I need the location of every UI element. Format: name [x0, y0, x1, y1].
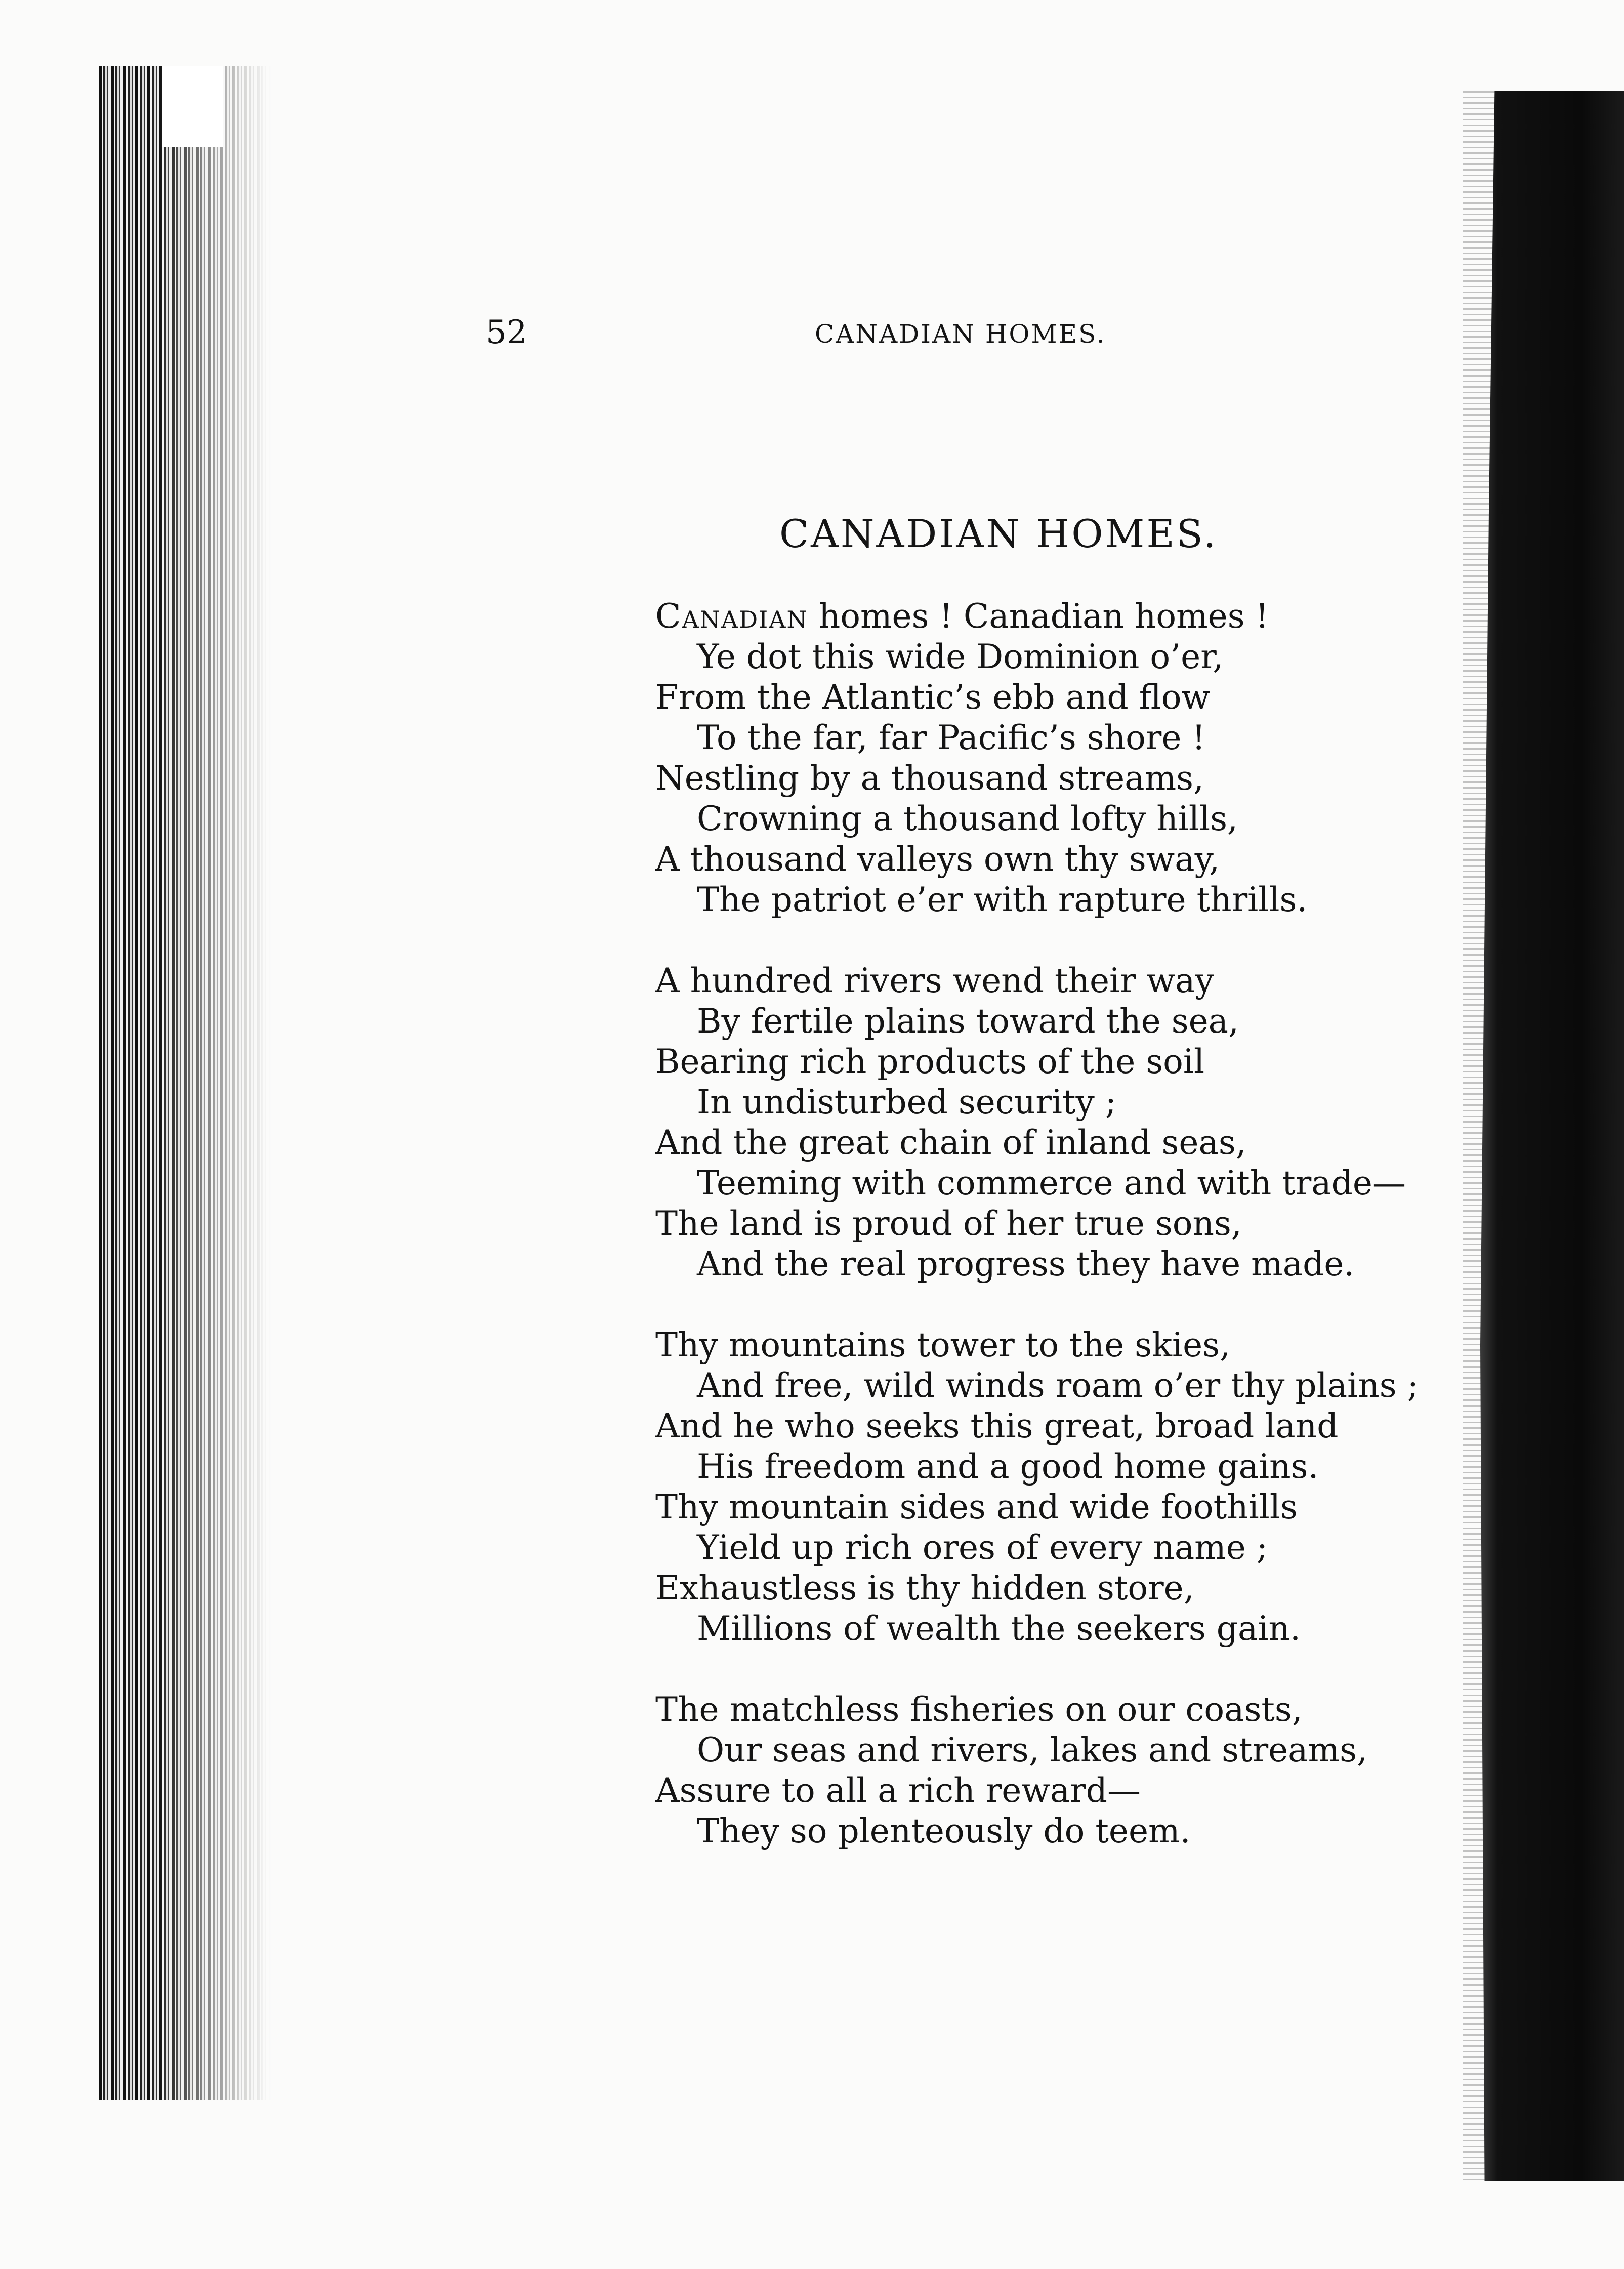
poem-line	[655, 718, 1465, 758]
poem-line	[655, 880, 1465, 920]
poem-title: CANADIAN HOMES.	[779, 511, 1218, 556]
poem-line	[655, 1730, 1465, 1770]
poem-line	[655, 1608, 1465, 1649]
poem-line	[655, 1568, 1465, 1608]
stanza	[655, 596, 1465, 920]
poem-line	[655, 677, 1465, 718]
poem-line-text: His freedom and a good home gains.	[697, 1447, 1319, 1486]
poem-line-text: From the Atlantic’s ebb and flow	[655, 678, 1210, 717]
poem-line	[655, 799, 1465, 839]
poem-line	[655, 1325, 1465, 1366]
poem-line-text: Bearing rich products of the soil	[655, 1042, 1205, 1081]
poem-line-text: Ye dot this wide Dominion o’er,	[697, 637, 1224, 676]
poem-line-text: Millions of wealth the seekers gain.	[697, 1609, 1301, 1648]
poem-line-text: Exhaustless is thy hidden store,	[655, 1569, 1194, 1607]
poem-line-text: To the far, far Pacific’s shore !	[697, 718, 1205, 757]
poem-line-text: By fertile plains toward the sea,	[697, 1002, 1239, 1041]
poem-line-text: A hundred rivers wend their way	[655, 961, 1214, 1000]
poem-line	[655, 1123, 1465, 1163]
scan-artifact-right	[1480, 91, 1624, 2181]
poem-line-text: Crowning a thousand lofty hills,	[697, 799, 1238, 838]
poem-line-text: Teeming with commerce and with trade—	[697, 1164, 1406, 1203]
poem-line-text: A thousand valleys own thy sway,	[655, 840, 1220, 879]
poem-line	[655, 1770, 1465, 1811]
scan-artifact-left	[99, 66, 271, 2100]
poem-line	[655, 1487, 1465, 1528]
poem-line-text: homes ! Canadian homes !	[808, 597, 1269, 636]
poem-line-text: The land is proud of her true sons,	[655, 1204, 1242, 1243]
stanza	[655, 1689, 1465, 1851]
running-head	[486, 310, 1346, 355]
poem-body	[655, 596, 1465, 1892]
poem-line-text: Yield up rich ores of every name ;	[697, 1528, 1268, 1567]
scan-artifact-left-gap	[162, 66, 223, 147]
poem-line	[655, 839, 1465, 880]
poem-line-text: Nestling by a thousand streams,	[655, 759, 1204, 798]
stanza	[655, 961, 1465, 1285]
poem-line	[655, 1163, 1465, 1204]
poem-line	[655, 758, 1465, 799]
poem-line	[655, 1204, 1465, 1244]
poem-line-text: The matchless fisheries on our coasts,	[655, 1690, 1303, 1729]
stanza	[655, 1325, 1465, 1649]
poem-line-text: Assure to all a rich reward—	[655, 1771, 1141, 1810]
poem-line	[655, 1244, 1465, 1285]
poem-line-text: They so plenteously do teem.	[697, 1811, 1191, 1850]
poem-line	[655, 637, 1465, 677]
poem-line	[655, 1406, 1465, 1447]
poem-line-text: In undisturbed security ;	[697, 1083, 1116, 1122]
poem-line	[655, 1042, 1465, 1082]
poem-line-text: And he who seeks this great, broad land	[655, 1407, 1339, 1446]
poem-line-lead: Canadian	[655, 597, 808, 636]
poem-line	[655, 596, 1465, 637]
poem-line-text: Thy mountain sides and wide foothills	[655, 1488, 1298, 1527]
poem-line-text: Thy mountains tower to the skies,	[655, 1326, 1230, 1365]
page-number: 52	[486, 314, 527, 351]
poem-line-text: And the great chain of inland seas,	[655, 1123, 1246, 1162]
poem-line-text: The patriot e’er with rapture thrills.	[697, 880, 1308, 919]
poem-line	[655, 1528, 1465, 1568]
poem-line-text: And free, wild winds roam o’er thy plains ;	[697, 1366, 1419, 1405]
poem-line	[655, 1447, 1465, 1487]
poem-line	[655, 961, 1465, 1001]
poem-line	[655, 1001, 1465, 1042]
running-title: CANADIAN HOMES.	[815, 319, 1106, 349]
poem-line	[655, 1811, 1465, 1851]
poem-line-text: Our seas and rivers, lakes and streams,	[697, 1730, 1367, 1769]
poem-line	[655, 1689, 1465, 1730]
poem-line	[655, 1366, 1465, 1406]
poem-line-text: And the real progress they have made.	[697, 1245, 1355, 1284]
poem-line	[655, 1082, 1465, 1123]
